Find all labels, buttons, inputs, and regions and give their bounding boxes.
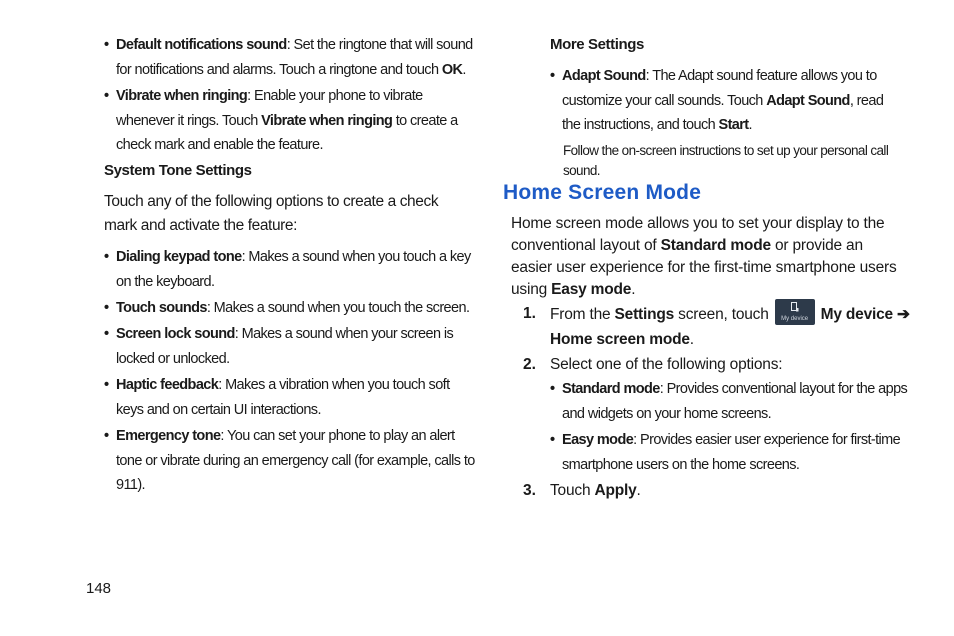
bullet-text: : Provides easier user experience for first-time smartphone users on the home screens. (562, 432, 901, 473)
bullet-term: Adapt Sound (562, 68, 646, 84)
arrow-icon: ➔ (892, 306, 910, 323)
bullet-text: : Makes a sound when you touch the screen. (206, 300, 470, 316)
step-text: screen, touch (674, 306, 769, 323)
step-term: My device (820, 306, 893, 323)
follow-instructions-note: Follow the on-screen instructions to set up your personal call sound. (563, 143, 889, 178)
bullet-text: : Set the ringtone that will sound for notifications and alarms. Touch a ringtone and touch (116, 37, 473, 78)
bullet-haptic-feedback (104, 373, 476, 422)
bullet-text: : Makes a vibration when you touch soft keys and on certain UI interactions. (116, 377, 450, 418)
bullet-term: Start (718, 117, 749, 133)
step-term: Apply (594, 482, 637, 499)
step-2-number: 2. (523, 356, 536, 373)
step-text: . (636, 482, 641, 499)
bullet-text: . (748, 117, 752, 133)
bullet-term: Haptic feedback (116, 377, 219, 393)
step-text: . (689, 331, 694, 348)
bullet-term: Touch sounds (116, 300, 207, 316)
bullet-text: : Provides conventional layout for the apps and widgets on your home screens. (562, 381, 908, 422)
bullet-default-notifications-sound (104, 33, 474, 82)
home-screen-mode-heading: Home Screen Mode (503, 181, 702, 204)
bullet-term: Vibrate when ringing (116, 88, 248, 104)
intro-text: or provide an easier user experience for the first-time smartphone users using (511, 237, 897, 298)
bullet-text: . (462, 61, 466, 78)
bullet-text: : Makes a sound when your screen is locked or unlocked. (116, 326, 454, 367)
bullet-text: to create a check mark and enable the feature. (116, 112, 458, 153)
step-2-text: Select one of the following options: (550, 356, 783, 373)
step-term: Settings (614, 306, 675, 323)
step-1-text (550, 302, 910, 352)
intro-text: Home screen mode allows you to set your display to the conventional layout of (511, 215, 885, 254)
step-1-number: 1. (523, 305, 536, 322)
bullet-emergency-tone (104, 424, 478, 498)
step-3-text (550, 478, 910, 503)
bullet-term: Adapt Sound (766, 92, 850, 109)
bullet-text: , read the instructions, and touch (562, 92, 884, 133)
my-device-button[interactable] (775, 299, 815, 325)
bullet-text: : You can set your phone to play an alert tone or vibrate during an emergency call (for example, calls to 911). (116, 428, 475, 493)
page-number: 148 (86, 580, 112, 597)
bullet-text: : Enable your phone to vibrate whenever it rings. Touch (116, 88, 423, 129)
step-text: Touch (550, 482, 595, 499)
step-3-number: 3. (523, 482, 536, 499)
bullet-term: Easy mode (562, 432, 634, 448)
bullet-term: Dialing keypad tone (116, 249, 242, 265)
bullet-term: Default notifications sound (116, 37, 287, 53)
bullet-term: Vibrate when ringing (261, 112, 393, 129)
bullet-term: OK (441, 61, 463, 78)
home-screen-mode-intro (511, 213, 906, 301)
bullet-adapt-sound (550, 64, 902, 138)
intro-text: . (631, 281, 636, 298)
step-term: Home screen mode (550, 331, 690, 348)
step-text: From the (550, 306, 615, 323)
bullet-standard-mode (550, 377, 922, 426)
bullet-screen-lock-sound (104, 322, 456, 371)
bullet-touch-sounds (104, 296, 476, 321)
bullet-dialing-keypad-tone (104, 245, 476, 294)
more-settings-heading: More Settings (550, 36, 644, 53)
device-icon (791, 302, 799, 312)
bullet-easy-mode (550, 428, 902, 477)
system-tone-intro: Touch any of the following options to create a check mark and activate the feature: (104, 193, 439, 234)
my-device-button-label: My device (781, 315, 809, 322)
bullet-term: Standard mode (562, 381, 660, 397)
bullet-text: : Makes a sound when you touch a key on the keyboard. (116, 249, 471, 290)
bullet-vibrate-when-ringing (104, 84, 474, 158)
intro-term: Easy mode (551, 281, 632, 298)
intro-term: Standard mode (660, 237, 771, 254)
bullet-term: Screen lock sound (116, 326, 235, 342)
bullet-text: : The Adapt sound feature allows you to customize your call sounds. Touch (562, 68, 877, 109)
system-tone-settings-heading: System Tone Settings (104, 162, 252, 179)
bullet-term: Emergency tone (116, 428, 221, 444)
